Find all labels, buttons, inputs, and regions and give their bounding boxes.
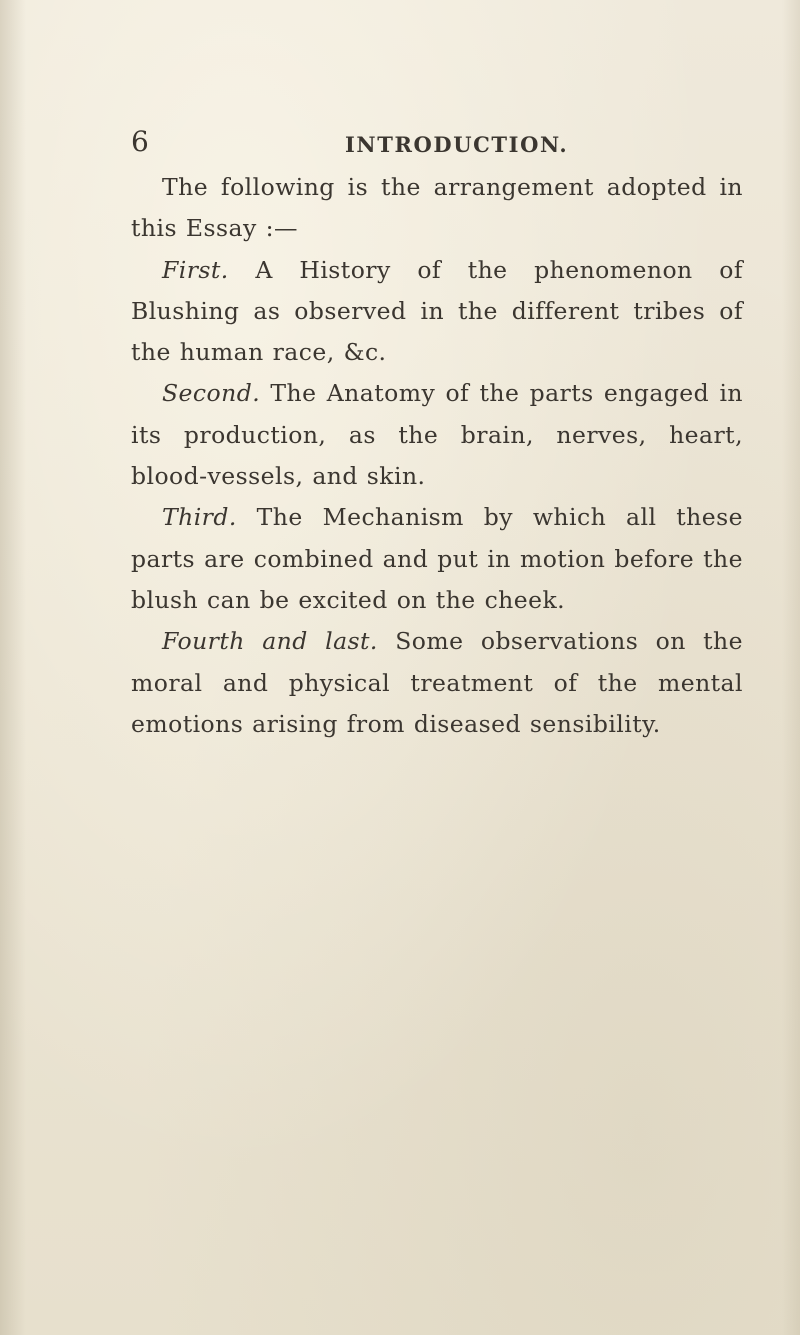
paragraph-first: [131, 250, 743, 374]
paragraph-second-lead: Second.: [162, 379, 261, 408]
paragraph-first-lead: First.: [162, 255, 229, 284]
paragraph-intro-text: The following is the arrangement adopted in this Essay :—: [131, 173, 743, 243]
running-head: INTRODUCTION.: [345, 132, 569, 157]
paragraph-second-text: The Anatomy of the parts engaged in its production, as the brain, nerves, heart, blood-vessels, and skin.: [131, 379, 743, 491]
paragraph-third: [131, 497, 743, 621]
page-number: 6: [131, 125, 149, 158]
paragraph-third-text: The Mechanism by which all these parts are combined and put in motion before the blush can be excited on the cheek.: [131, 503, 743, 614]
paragraph-intro: [131, 167, 743, 250]
paragraph-fourth-text: Some observations on the moral and physical treatment of the mental emotions arising from diseased sensibility.: [131, 627, 743, 738]
page-header: [131, 125, 741, 168]
paragraph-second: [131, 373, 743, 497]
body-text: [131, 167, 743, 745]
paragraph-fourth-lead: Fourth and last.: [162, 627, 378, 656]
paragraph-third-lead: Third.: [162, 503, 237, 532]
paragraph-fourth: [131, 621, 743, 745]
paragraph-first-text: A History of the phenomenon of Blushing as observed in the different tribes of the human race, &c.: [131, 255, 743, 367]
